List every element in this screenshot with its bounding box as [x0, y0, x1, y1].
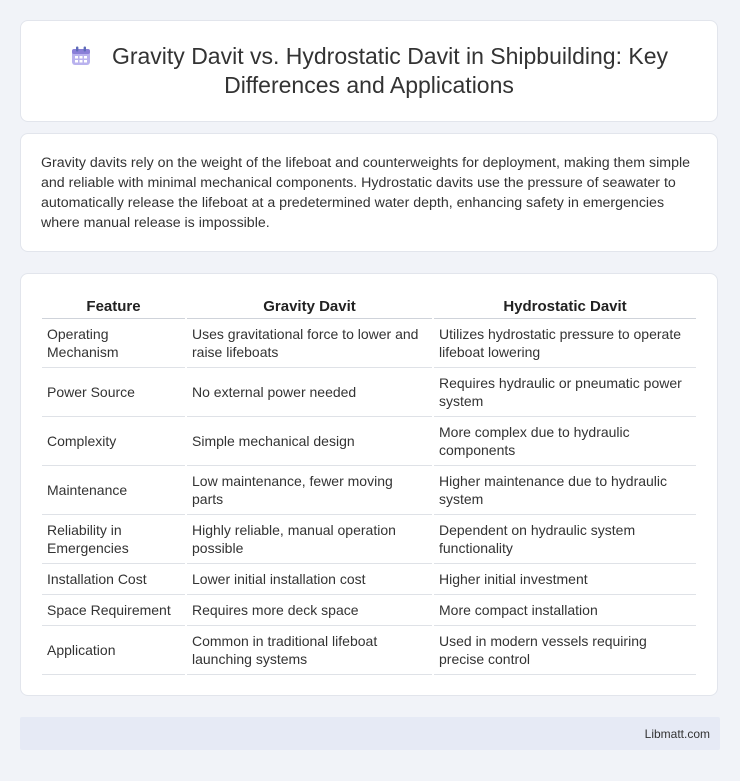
cell-feature: Complexity — [42, 417, 185, 466]
page-title-wrap — [21, 42, 717, 100]
footer-bar — [20, 717, 720, 750]
intro-paragraph: Gravity davits rely on the weight of the lifeboat and counterweights for deployment, making them simple and reliable with minimal mechanical components. Hydrostatic davits use the pressure of seawater to automatically release the lifeboat at a predetermined water depth, enhancing safety in emergencies where manual release is impossible. — [41, 155, 691, 231]
cell-feature: Maintenance — [42, 466, 185, 515]
table-row — [42, 515, 696, 564]
cell-feature: Reliability in Emergencies — [42, 515, 185, 564]
cell-hydrostatic: Higher maintenance due to hydraulic system — [434, 466, 696, 515]
header-gravity-davit: Gravity Davit — [187, 294, 432, 319]
cell-gravity: Common in traditional lifeboat launching systems — [187, 626, 432, 675]
table-row — [42, 417, 696, 466]
cell-gravity: Lower initial installation cost — [187, 564, 432, 595]
header-feature: Feature — [42, 294, 185, 319]
cell-feature: Space Requirement — [42, 595, 185, 626]
cell-hydrostatic: Higher initial investment — [434, 564, 696, 595]
title-card — [20, 20, 718, 122]
cell-feature: Operating Mechanism — [42, 319, 185, 368]
cell-gravity: Low maintenance, fewer moving parts — [187, 466, 432, 515]
cell-gravity: Highly reliable, manual operation possible — [187, 515, 432, 564]
table-row — [42, 595, 696, 626]
comparison-table — [40, 294, 698, 675]
page-title: Gravity Davit vs. Hydrostatic Davit in Shipbuilding: Key Differences and Applications — [111, 43, 669, 98]
cell-hydrostatic: Utilizes hydrostatic pressure to operate lifeboat lowering — [434, 319, 696, 368]
header-hydrostatic-davit: Hydrostatic Davit — [434, 294, 696, 319]
footer-brand: Libmatt.com — [644, 726, 710, 741]
cell-feature: Installation Cost — [42, 564, 185, 595]
cell-feature: Application — [42, 626, 185, 675]
cell-hydrostatic: Dependent on hydraulic system functionality — [434, 515, 696, 564]
table-row — [42, 466, 696, 515]
calendar-icon — [70, 45, 92, 67]
cell-gravity: No external power needed — [187, 368, 432, 417]
cell-gravity: Uses gravitational force to lower and raise lifeboats — [187, 319, 432, 368]
cell-hydrostatic: Requires hydraulic or pneumatic power system — [434, 368, 696, 417]
cell-hydrostatic: Used in modern vessels requiring precise control — [434, 626, 696, 675]
table-row — [42, 319, 696, 368]
intro-card — [20, 133, 718, 252]
table-row — [42, 564, 696, 595]
cell-feature: Power Source — [42, 368, 185, 417]
table-header-row — [42, 294, 696, 319]
cell-gravity: Requires more deck space — [187, 595, 432, 626]
table-row — [42, 368, 696, 417]
table-row — [42, 626, 696, 675]
cell-hydrostatic: More complex due to hydraulic components — [434, 417, 696, 466]
cell-hydrostatic: More compact installation — [434, 595, 696, 626]
comparison-table-card — [20, 273, 718, 696]
cell-gravity: Simple mechanical design — [187, 417, 432, 466]
